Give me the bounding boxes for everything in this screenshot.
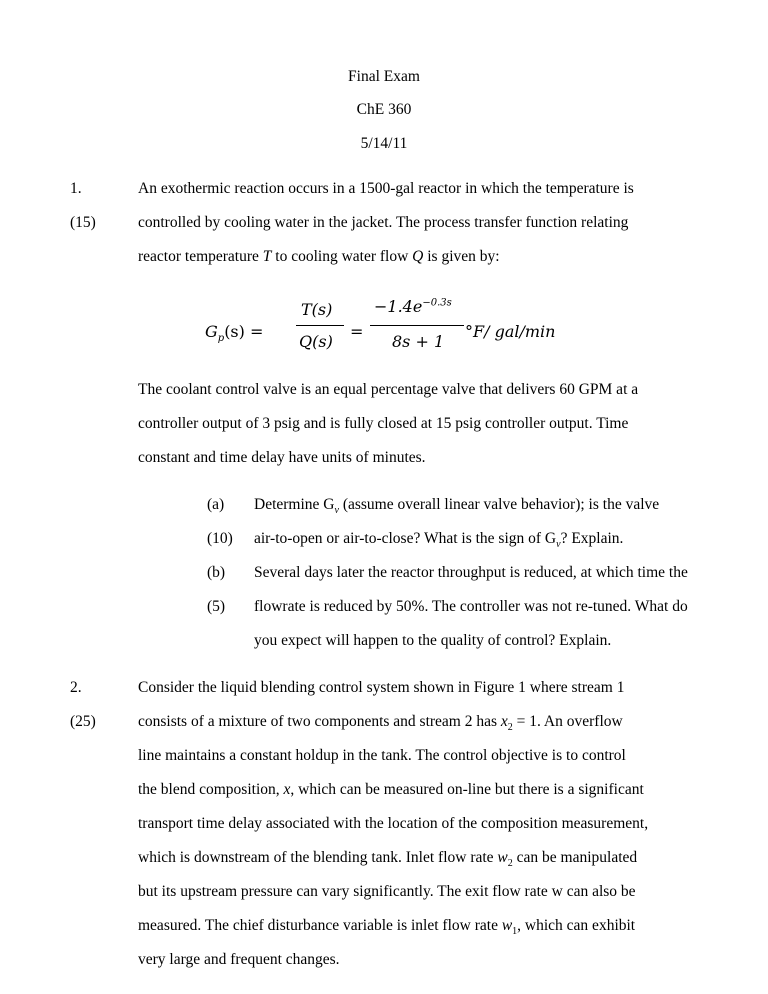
- q1-points: (15): [70, 214, 96, 231]
- q1-part-b-line-2: flowrate is reduced by 50%. The controller was not re-tuned. What do: [254, 598, 688, 615]
- exam-title: Final Exam: [348, 68, 420, 85]
- q1-para2-line-3: constant and time delay have units of minutes.: [138, 449, 426, 466]
- q1-part-b-points: (5): [207, 598, 226, 615]
- q2-line-3: line maintains a constant holdup in the tank. The control objective is to control: [138, 747, 626, 764]
- q2-line-7: but its upstream pressure can vary significantly. The exit flow rate w can also be: [138, 883, 636, 900]
- q1-part-b-line-1: Several days later the reactor throughput is reduced, at which time the: [254, 564, 688, 581]
- q2-points: (25): [70, 713, 96, 730]
- course-code: ChE 360: [356, 101, 412, 118]
- q1-line-1: An exothermic reaction occurs in a 1500-gal reactor in which the temperature is: [138, 180, 634, 197]
- q2-line-2: consists of a mixture of two components and stream 2 has $x_2 = 1$. An overflow: [138, 713, 623, 734]
- q1-part-a-label: (a): [207, 496, 225, 513]
- q1-para2-line-2: controller output of 3 psig and is fully closed at 15 psig controller output. Time: [138, 415, 629, 432]
- q2-number: 2.: [70, 679, 82, 696]
- q2-line-8: measured. The chief disturbance variable is inlet flow rate $w_1$, which can exhibit: [138, 917, 636, 938]
- q1-line-3: reactor temperature T to cooling water flow Q is given by:: [138, 248, 500, 265]
- q1-part-a-line-1: Determine $G_v$ (assume overall linear valve behavior); is the valve: [254, 496, 660, 517]
- q2-line-1: Consider the liquid blending control system shown in Figure 1 where stream 1: [138, 679, 625, 696]
- q1-part-a-line-2: air-to-open or air-to-close? What is the sign of $G_v$? Explain.: [254, 530, 624, 551]
- exam-date: 5/14/11: [360, 135, 408, 152]
- q2-line-6: which is downstream of the blending tank. Inlet flow rate $w_2$ can be manipulated: [138, 849, 638, 870]
- q2-line-9: very large and frequent changes.: [138, 951, 340, 968]
- q1-part-b-line-3: you expect will happen to the quality of control? Explain.: [254, 632, 612, 649]
- q1-part-b-label: (b): [207, 564, 226, 581]
- q1-line-2: controlled by cooling water in the jacket. The process transfer function relating: [138, 214, 629, 231]
- exam-page: Final Exam ChE 360 5/14/11 1. (15) An exothermic reaction occurs in a 1500-gal reactor in which the temperature is controlled by cooling water in the jacket. The process transfer function relating reactor temperature T to cooling water flow Q is given by: $G_p(s)$ = T(s) Q(s) = $-1.4e^{-0.3s}$ 8s + 1 °F/ gal/min The coolant control valve is an equal percentage valve that delivers 60 GPM at a controller output of 3 psig and is fully closed at 15 psig controller output. Time constant and time delay have units of minutes. (a) (10) Determine $G_v$ (assume overall linear valve behavior); is the valve air-to-open or air-to-close? What is the sign of $G_v$? Explain. (b) (5) Several days later the reactor throughput is reduced, at which time the flowrate is reduced by 50%. The controller was not re-tuned. What do you expect will happen to the quality of control? Explain. 2. (25) Consider the liquid blending control system shown in Figure 1 where stream 1 consists of a mixture of two components and stream 2 has $x_2 = 1$. An overflow line maintains a constant holdup in the tank. The control objective is to control the blend composition, x, which can be measured on-line but there is a significant transport time delay associated with the location of the composition measurement, which is downstream of the blending tank. Inlet flow rate $w_2$ can be manipulated but its upstream pressure can vary significantly. The exit flow rate w can also be measured. The chief disturbance variable is inlet flow rate $w_1$, which can exhibit very large and frequent changes.: [0, 0, 768, 994]
- q2-line-5: transport time delay associated with the location of the composition measurement,: [138, 815, 649, 832]
- q1-para2-line-1: The coolant control valve is an equal percentage valve that delivers 60 GPM at a: [138, 381, 639, 398]
- q2-line-4: the blend composition, x, which can be measured on-line but there is a significant: [138, 781, 644, 798]
- q1-number: 1.: [70, 180, 82, 197]
- q1-part-a-points: (10): [207, 530, 233, 547]
